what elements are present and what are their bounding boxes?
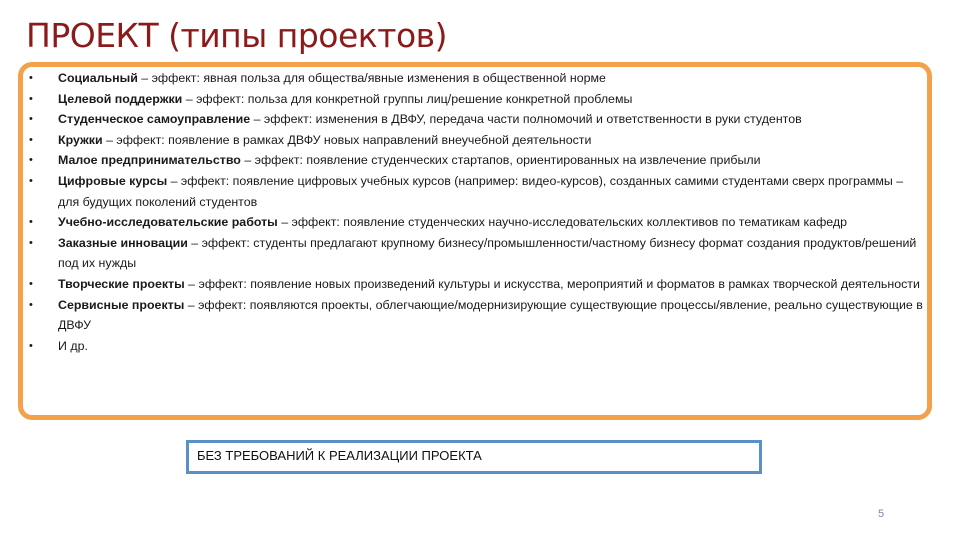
list-item [26, 150, 926, 171]
page-number: 5 [878, 508, 885, 520]
item-desc: – эффект: появление студенческих стартапов, ориентированных на извлечение прибыли [240, 153, 761, 168]
list-item [26, 171, 926, 212]
item-term: Студенческое самоуправление [58, 112, 251, 127]
list-item [26, 89, 926, 110]
item-term: Социальный [58, 71, 138, 85]
bullet-icon: • [29, 92, 33, 105]
item-term: Творческие проекты [58, 276, 185, 291]
item-term: Кружки [58, 132, 103, 147]
item-desc: – эффект: появление студенческих научно-исследовательских коллективов по тематикам кафедр [277, 215, 848, 230]
requirements-note: БЕЗ ТРЕБОВАНИЙ К РЕАЛИЗАЦИИ ПРОЕКТА [186, 440, 762, 474]
item-desc: – эффект: появляются проекты, облегчающие/модернизирующие существующие процессы/явление, реально существующие в ДВФУ [58, 297, 923, 333]
list-item [26, 212, 926, 233]
bullet-icon: • [29, 113, 33, 126]
item-desc: – эффект: польза для конкретной группы лиц/решение конкретной проблемы [182, 91, 633, 106]
item-term: Учебно-исследовательские работы [58, 215, 278, 230]
list-item [26, 274, 926, 295]
list-item [26, 130, 926, 151]
bullet-icon: • [29, 174, 33, 187]
item-term: Цифровые курсы [58, 173, 168, 188]
bullet-icon: • [29, 298, 33, 311]
item-term: Заказные инновации [58, 235, 188, 250]
list-item [26, 295, 926, 336]
item-desc: – эффект: появление в рамках ДВФУ новых направлений внеучебной деятельности [102, 132, 592, 147]
bullet-icon: • [29, 236, 33, 249]
item-desc: – эффект: появление цифровых учебных курсов (например: видео-курсов), созданных самими студентами сверх программы – для будущих поколений студентов [58, 173, 904, 209]
item-term: Малое предпринимательство [58, 153, 241, 168]
item-desc: – эффект: студенты предлагают крупному бизнесу/промышленности/частному бизнесу формат создания продуктов/решений под их нужды [58, 235, 917, 271]
slide-title: ПРОЕКТ (типы проектов) [26, 16, 447, 55]
bullet-icon: • [29, 72, 33, 84]
item-term: Сервисные проекты [58, 297, 185, 312]
item-desc: – эффект: появление новых произведений культуры и искусства, мероприятий и форматов в рамках творческой деятельности [184, 276, 920, 291]
bullet-icon: • [29, 216, 33, 229]
list-item [26, 336, 926, 357]
bullet-icon: • [29, 154, 33, 167]
list-item [26, 233, 926, 274]
list-item [26, 68, 926, 89]
bullet-icon: • [29, 339, 33, 352]
list-item [26, 109, 926, 130]
item-desc: И др. [58, 338, 88, 353]
bullet-icon: • [29, 277, 33, 290]
project-type-list [26, 68, 926, 356]
item-desc: – эффект: изменения в ДВФУ, передача части полномочий и ответственности в руки студентов [250, 112, 802, 127]
bullet-icon: • [29, 133, 33, 146]
item-desc: – эффект: явная польза для общества/явные изменения в общественной норме [137, 71, 606, 85]
item-term: Целевой поддержки [58, 91, 183, 106]
